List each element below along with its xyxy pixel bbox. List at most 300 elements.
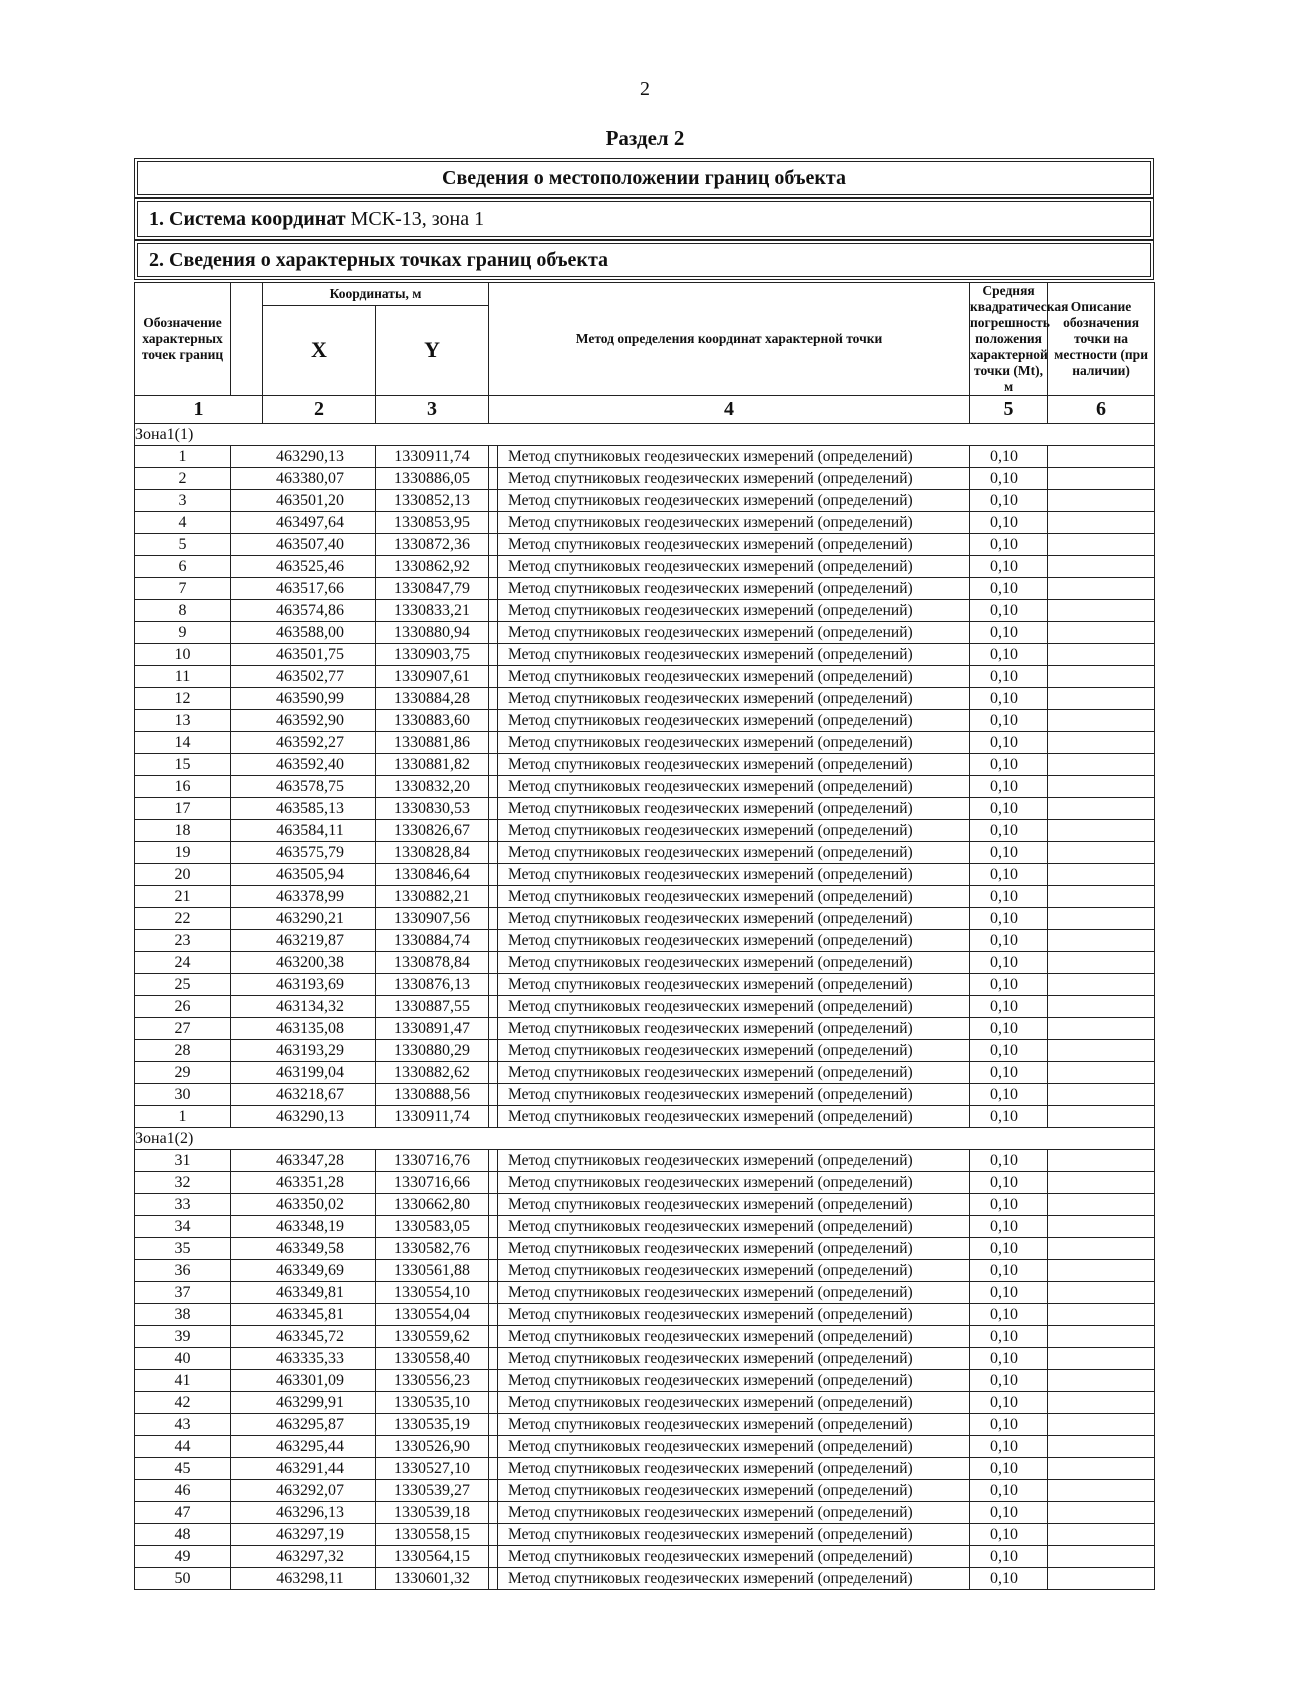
table-row xyxy=(135,952,1155,974)
method: Метод спутниковых геодезических измерений (определений) xyxy=(498,1326,970,1348)
zone-row xyxy=(135,424,1155,446)
x-coordinate: 463517,66 xyxy=(231,578,376,600)
gap xyxy=(489,1480,498,1502)
table-row xyxy=(135,578,1155,600)
method: Метод спутниковых геодезических измерений (определений) xyxy=(498,1018,970,1040)
gap xyxy=(489,490,498,512)
gap xyxy=(1048,666,1155,688)
table-row xyxy=(135,1392,1155,1414)
error: 0,10 xyxy=(970,842,1048,864)
point-number: 19 xyxy=(135,842,231,864)
table-row xyxy=(135,556,1155,578)
method: Метод спутниковых геодезических измерений (определений) xyxy=(498,512,970,534)
point-number: 22 xyxy=(135,908,231,930)
error: 0,10 xyxy=(970,820,1048,842)
error: 0,10 xyxy=(970,1436,1048,1458)
gap xyxy=(1048,842,1155,864)
x-coordinate: 463505,94 xyxy=(231,864,376,886)
gap xyxy=(1048,1194,1155,1216)
x-coordinate: 463349,69 xyxy=(231,1260,376,1282)
col-number-3: 3 xyxy=(376,396,489,424)
table-row xyxy=(135,776,1155,798)
error: 0,10 xyxy=(970,908,1048,930)
error: 0,10 xyxy=(970,732,1048,754)
gap xyxy=(489,1414,498,1436)
gap xyxy=(1048,1370,1155,1392)
point-number: 24 xyxy=(135,952,231,974)
points-table xyxy=(134,282,1155,1590)
y-coordinate: 1330880,29 xyxy=(376,1040,489,1062)
error: 0,10 xyxy=(970,1546,1048,1568)
gap xyxy=(489,1172,498,1194)
method: Метод спутниковых геодезических измерений (определений) xyxy=(498,1282,970,1304)
zone-row xyxy=(135,1128,1155,1150)
method: Метод спутниковых геодезических измерений (определений) xyxy=(498,1370,970,1392)
error: 0,10 xyxy=(970,1480,1048,1502)
x-coordinate: 463219,87 xyxy=(231,930,376,952)
table-row xyxy=(135,908,1155,930)
table-row xyxy=(135,1326,1155,1348)
x-coordinate: 463592,27 xyxy=(231,732,376,754)
gap xyxy=(1048,446,1155,468)
table-row xyxy=(135,820,1155,842)
point-number: 42 xyxy=(135,1392,231,1414)
gap xyxy=(489,1436,498,1458)
error: 0,10 xyxy=(970,1172,1048,1194)
gap xyxy=(489,820,498,842)
x-coordinate: 463295,44 xyxy=(231,1436,376,1458)
error: 0,10 xyxy=(970,468,1048,490)
point-number: 1 xyxy=(135,1106,231,1128)
gap xyxy=(1048,974,1155,996)
table-row xyxy=(135,1502,1155,1524)
x-coordinate: 463502,77 xyxy=(231,666,376,688)
x-coordinate: 463299,91 xyxy=(231,1392,376,1414)
y-coordinate: 1330601,32 xyxy=(376,1568,489,1590)
col-number-5: 5 xyxy=(970,396,1048,424)
error: 0,10 xyxy=(970,578,1048,600)
point-number: 18 xyxy=(135,820,231,842)
gap xyxy=(489,1546,498,1568)
gap xyxy=(1048,556,1155,578)
gap xyxy=(489,1502,498,1524)
gap xyxy=(1048,1260,1155,1282)
point-number: 23 xyxy=(135,930,231,952)
y-coordinate: 1330881,86 xyxy=(376,732,489,754)
gap xyxy=(1048,1304,1155,1326)
gap xyxy=(489,710,498,732)
point-number: 14 xyxy=(135,732,231,754)
error: 0,10 xyxy=(970,1502,1048,1524)
y-coordinate: 1330881,82 xyxy=(376,754,489,776)
method: Метод спутниковых геодезических измерений (определений) xyxy=(498,1348,970,1370)
point-number: 40 xyxy=(135,1348,231,1370)
method: Метод спутниковых геодезических измерений (определений) xyxy=(498,556,970,578)
table-row xyxy=(135,732,1155,754)
error: 0,10 xyxy=(970,864,1048,886)
x-coordinate: 463135,08 xyxy=(231,1018,376,1040)
x-coordinate: 463578,75 xyxy=(231,776,376,798)
method: Метод спутниковых геодезических измерений (определений) xyxy=(498,710,970,732)
gap xyxy=(489,754,498,776)
method: Метод спутниковых геодезических измерений (определений) xyxy=(498,754,970,776)
y-coordinate: 1330882,21 xyxy=(376,886,489,908)
gap xyxy=(1048,622,1155,644)
method: Метод спутниковых геодезических измерений (определений) xyxy=(498,1238,970,1260)
point-number: 38 xyxy=(135,1304,231,1326)
x-coordinate: 463335,33 xyxy=(231,1348,376,1370)
method: Метод спутниковых геодезических измерений (определений) xyxy=(498,1568,970,1590)
gap xyxy=(489,1568,498,1590)
method: Метод спутниковых геодезических измерений (определений) xyxy=(498,930,970,952)
point-number: 31 xyxy=(135,1150,231,1172)
method: Метод спутниковых геодезических измерений (определений) xyxy=(498,1392,970,1414)
point-number: 32 xyxy=(135,1172,231,1194)
y-coordinate: 1330903,75 xyxy=(376,644,489,666)
error: 0,10 xyxy=(970,1348,1048,1370)
table-row xyxy=(135,1282,1155,1304)
gap xyxy=(1048,710,1155,732)
error: 0,10 xyxy=(970,1304,1048,1326)
error: 0,10 xyxy=(970,974,1048,996)
x-coordinate: 463380,07 xyxy=(231,468,376,490)
y-coordinate: 1330535,10 xyxy=(376,1392,489,1414)
y-coordinate: 1330527,10 xyxy=(376,1458,489,1480)
y-coordinate: 1330888,56 xyxy=(376,1084,489,1106)
x-coordinate: 463507,40 xyxy=(231,534,376,556)
gap xyxy=(1048,820,1155,842)
gap xyxy=(489,1524,498,1546)
gap xyxy=(1048,776,1155,798)
error: 0,10 xyxy=(970,754,1048,776)
method: Метод спутниковых геодезических измерений (определений) xyxy=(498,1414,970,1436)
table-row xyxy=(135,1084,1155,1106)
y-coordinate: 1330830,53 xyxy=(376,798,489,820)
y-coordinate: 1330882,62 xyxy=(376,1062,489,1084)
y-coordinate: 1330539,27 xyxy=(376,1480,489,1502)
x-coordinate: 463588,00 xyxy=(231,622,376,644)
table-row xyxy=(135,446,1155,468)
table-row xyxy=(135,1040,1155,1062)
point-number: 15 xyxy=(135,754,231,776)
error: 0,10 xyxy=(970,534,1048,556)
gap xyxy=(489,556,498,578)
gap xyxy=(489,622,498,644)
error: 0,10 xyxy=(970,512,1048,534)
col-number-2: 2 xyxy=(263,396,376,424)
point-number: 26 xyxy=(135,996,231,1018)
table-row xyxy=(135,864,1155,886)
point-number: 34 xyxy=(135,1216,231,1238)
gap xyxy=(489,776,498,798)
point-number: 13 xyxy=(135,710,231,732)
gap xyxy=(489,732,498,754)
gap xyxy=(1048,1216,1155,1238)
table-row xyxy=(135,688,1155,710)
table-row xyxy=(135,754,1155,776)
gap xyxy=(1048,1436,1155,1458)
x-coordinate: 463296,13 xyxy=(231,1502,376,1524)
x-coordinate: 463584,11 xyxy=(231,820,376,842)
method: Метод спутниковых геодезических измерений (определений) xyxy=(498,798,970,820)
method: Метод спутниковых геодезических измерений (определений) xyxy=(498,1084,970,1106)
table-row xyxy=(135,798,1155,820)
table-row xyxy=(135,1370,1155,1392)
gap xyxy=(1048,930,1155,952)
y-coordinate: 1330832,20 xyxy=(376,776,489,798)
x-coordinate: 463297,32 xyxy=(231,1546,376,1568)
y-coordinate: 1330884,74 xyxy=(376,930,489,952)
error: 0,10 xyxy=(970,996,1048,1018)
gap xyxy=(489,886,498,908)
gap xyxy=(489,864,498,886)
gap xyxy=(489,798,498,820)
x-coordinate: 463134,32 xyxy=(231,996,376,1018)
point-number: 44 xyxy=(135,1436,231,1458)
point-number: 11 xyxy=(135,666,231,688)
point-number: 49 xyxy=(135,1546,231,1568)
x-coordinate: 463290,13 xyxy=(231,446,376,468)
table-row xyxy=(135,468,1155,490)
y-coordinate: 1330872,36 xyxy=(376,534,489,556)
zone-name: Зона1(2) xyxy=(135,1128,1155,1150)
table-row xyxy=(135,1172,1155,1194)
gap xyxy=(489,974,498,996)
y-coordinate: 1330539,18 xyxy=(376,1502,489,1524)
gap xyxy=(489,512,498,534)
table-row xyxy=(135,1194,1155,1216)
error: 0,10 xyxy=(970,1194,1048,1216)
point-number: 6 xyxy=(135,556,231,578)
gap xyxy=(489,1040,498,1062)
y-coordinate: 1330556,23 xyxy=(376,1370,489,1392)
method: Метод спутниковых геодезических измерений (определений) xyxy=(498,1480,970,1502)
gap xyxy=(1048,1018,1155,1040)
error: 0,10 xyxy=(970,644,1048,666)
gap xyxy=(489,1282,498,1304)
coordinate-system xyxy=(134,198,1154,240)
point-number: 21 xyxy=(135,886,231,908)
gap xyxy=(1048,1172,1155,1194)
point-number: 3 xyxy=(135,490,231,512)
x-coordinate: 463592,90 xyxy=(231,710,376,732)
point-number: 37 xyxy=(135,1282,231,1304)
method: Метод спутниковых геодезических измерений (определений) xyxy=(498,468,970,490)
gap xyxy=(489,688,498,710)
error: 0,10 xyxy=(970,688,1048,710)
point-number: 41 xyxy=(135,1370,231,1392)
point-number: 50 xyxy=(135,1568,231,1590)
gap xyxy=(1048,1040,1155,1062)
error: 0,10 xyxy=(970,930,1048,952)
gap xyxy=(1048,688,1155,710)
y-coordinate: 1330535,19 xyxy=(376,1414,489,1436)
gap xyxy=(489,1084,498,1106)
boundaries-heading: Сведения о местоположении границ объекта xyxy=(134,158,1154,198)
x-coordinate: 463345,81 xyxy=(231,1304,376,1326)
gap xyxy=(1048,1282,1155,1304)
error: 0,10 xyxy=(970,1524,1048,1546)
method: Метод спутниковых геодезических измерений (определений) xyxy=(498,952,970,974)
gap xyxy=(489,1260,498,1282)
col-description: Описание обозначения точки на местности (при наличии) xyxy=(1048,283,1155,396)
table-row xyxy=(135,666,1155,688)
point-number: 8 xyxy=(135,600,231,622)
gap xyxy=(489,666,498,688)
y-coordinate: 1330833,21 xyxy=(376,600,489,622)
gap xyxy=(489,952,498,974)
table-row xyxy=(135,1568,1155,1590)
method: Метод спутниковых геодезических измерений (определений) xyxy=(498,534,970,556)
x-coordinate: 463193,29 xyxy=(231,1040,376,1062)
gap xyxy=(1048,1546,1155,1568)
method: Метод спутниковых геодезических измерений (определений) xyxy=(498,688,970,710)
gap xyxy=(1048,1238,1155,1260)
page-number: 2 xyxy=(640,78,650,100)
point-number: 27 xyxy=(135,1018,231,1040)
method: Метод спутниковых геодезических измерений (определений) xyxy=(498,1194,970,1216)
table-row xyxy=(135,996,1155,1018)
x-coordinate: 463590,99 xyxy=(231,688,376,710)
method: Метод спутниковых геодезических измерений (определений) xyxy=(498,1260,970,1282)
y-coordinate: 1330878,84 xyxy=(376,952,489,974)
gap xyxy=(489,1458,498,1480)
col-y: Y xyxy=(376,305,489,395)
error: 0,10 xyxy=(970,710,1048,732)
gap xyxy=(1048,644,1155,666)
x-coordinate: 463298,11 xyxy=(231,1568,376,1590)
method: Метод спутниковых геодезических измерений (определений) xyxy=(498,1062,970,1084)
x-coordinate: 463349,58 xyxy=(231,1238,376,1260)
method: Метод спутниковых геодезических измерений (определений) xyxy=(498,1458,970,1480)
gap xyxy=(489,1238,498,1260)
point-number: 28 xyxy=(135,1040,231,1062)
gap xyxy=(489,1392,498,1414)
error: 0,10 xyxy=(970,1414,1048,1436)
table-row xyxy=(135,1480,1155,1502)
x-coordinate: 463574,86 xyxy=(231,600,376,622)
gap xyxy=(489,1326,498,1348)
x-coordinate: 463200,38 xyxy=(231,952,376,974)
method: Метод спутниковых геодезических измерений (определений) xyxy=(498,490,970,512)
table-row xyxy=(135,886,1155,908)
method: Метод спутниковых геодезических измерений (определений) xyxy=(498,622,970,644)
y-coordinate: 1330564,15 xyxy=(376,1546,489,1568)
point-number: 9 xyxy=(135,622,231,644)
table-row xyxy=(135,1546,1155,1568)
table-row xyxy=(135,842,1155,864)
gap xyxy=(1048,952,1155,974)
method: Метод спутниковых геодезических измерений (определений) xyxy=(498,908,970,930)
gap xyxy=(1048,732,1155,754)
gap xyxy=(1048,1348,1155,1370)
y-coordinate: 1330886,05 xyxy=(376,468,489,490)
error: 0,10 xyxy=(970,1084,1048,1106)
table-row xyxy=(135,710,1155,732)
method: Метод спутниковых геодезических измерений (определений) xyxy=(498,446,970,468)
gap xyxy=(489,534,498,556)
y-coordinate: 1330826,67 xyxy=(376,820,489,842)
table-row xyxy=(135,644,1155,666)
error: 0,10 xyxy=(970,556,1048,578)
y-coordinate: 1330911,74 xyxy=(376,1106,489,1128)
table-row xyxy=(135,1062,1155,1084)
col-number-1: 1 xyxy=(135,396,263,424)
y-coordinate: 1330907,61 xyxy=(376,666,489,688)
method: Метод спутниковых геодезических измерений (определений) xyxy=(498,578,970,600)
coordinate-system-label: 1. Система координат xyxy=(149,208,346,230)
table-row xyxy=(135,1106,1155,1128)
point-number: 5 xyxy=(135,534,231,556)
table-row xyxy=(135,930,1155,952)
gap xyxy=(489,468,498,490)
error: 0,10 xyxy=(970,666,1048,688)
gap xyxy=(489,1018,498,1040)
x-coordinate: 463290,21 xyxy=(231,908,376,930)
point-number: 43 xyxy=(135,1414,231,1436)
error: 0,10 xyxy=(970,798,1048,820)
gap xyxy=(489,1348,498,1370)
gap xyxy=(1048,1392,1155,1414)
point-number: 48 xyxy=(135,1524,231,1546)
y-coordinate: 1330891,47 xyxy=(376,1018,489,1040)
method: Метод спутниковых геодезических измерений (определений) xyxy=(498,1304,970,1326)
y-coordinate: 1330876,13 xyxy=(376,974,489,996)
method: Метод спутниковых геодезических измерений (определений) xyxy=(498,886,970,908)
method: Метод спутниковых геодезических измерений (определений) xyxy=(498,1524,970,1546)
error: 0,10 xyxy=(970,1238,1048,1260)
point-number: 25 xyxy=(135,974,231,996)
y-coordinate: 1330883,60 xyxy=(376,710,489,732)
method: Метод спутниковых геодезических измерений (определений) xyxy=(498,600,970,622)
table-row xyxy=(135,1216,1155,1238)
y-coordinate: 1330582,76 xyxy=(376,1238,489,1260)
table-row xyxy=(135,1018,1155,1040)
x-coordinate: 463292,07 xyxy=(231,1480,376,1502)
table-row xyxy=(135,1304,1155,1326)
y-coordinate: 1330887,55 xyxy=(376,996,489,1018)
points-heading: 2. Сведения о характерных точках границ объекта xyxy=(134,240,1154,280)
gap xyxy=(1048,1568,1155,1590)
error: 0,10 xyxy=(970,1150,1048,1172)
point-number: 30 xyxy=(135,1084,231,1106)
error: 0,10 xyxy=(970,600,1048,622)
x-coordinate: 463199,04 xyxy=(231,1062,376,1084)
gap xyxy=(1048,1458,1155,1480)
y-coordinate: 1330554,10 xyxy=(376,1282,489,1304)
gap xyxy=(1048,864,1155,886)
point-number: 46 xyxy=(135,1480,231,1502)
y-coordinate: 1330846,64 xyxy=(376,864,489,886)
y-coordinate: 1330583,05 xyxy=(376,1216,489,1238)
y-coordinate: 1330559,62 xyxy=(376,1326,489,1348)
y-coordinate: 1330554,04 xyxy=(376,1304,489,1326)
x-coordinate: 463501,75 xyxy=(231,644,376,666)
y-coordinate: 1330828,84 xyxy=(376,842,489,864)
error: 0,10 xyxy=(970,1018,1048,1040)
x-coordinate: 463349,81 xyxy=(231,1282,376,1304)
y-coordinate: 1330911,74 xyxy=(376,446,489,468)
y-coordinate: 1330526,90 xyxy=(376,1436,489,1458)
y-coordinate: 1330853,95 xyxy=(376,512,489,534)
gap xyxy=(489,1304,498,1326)
gap xyxy=(1048,754,1155,776)
table-row xyxy=(135,1524,1155,1546)
gap xyxy=(489,1216,498,1238)
table-row xyxy=(135,534,1155,556)
gap xyxy=(489,1106,498,1128)
gap xyxy=(1048,1150,1155,1172)
